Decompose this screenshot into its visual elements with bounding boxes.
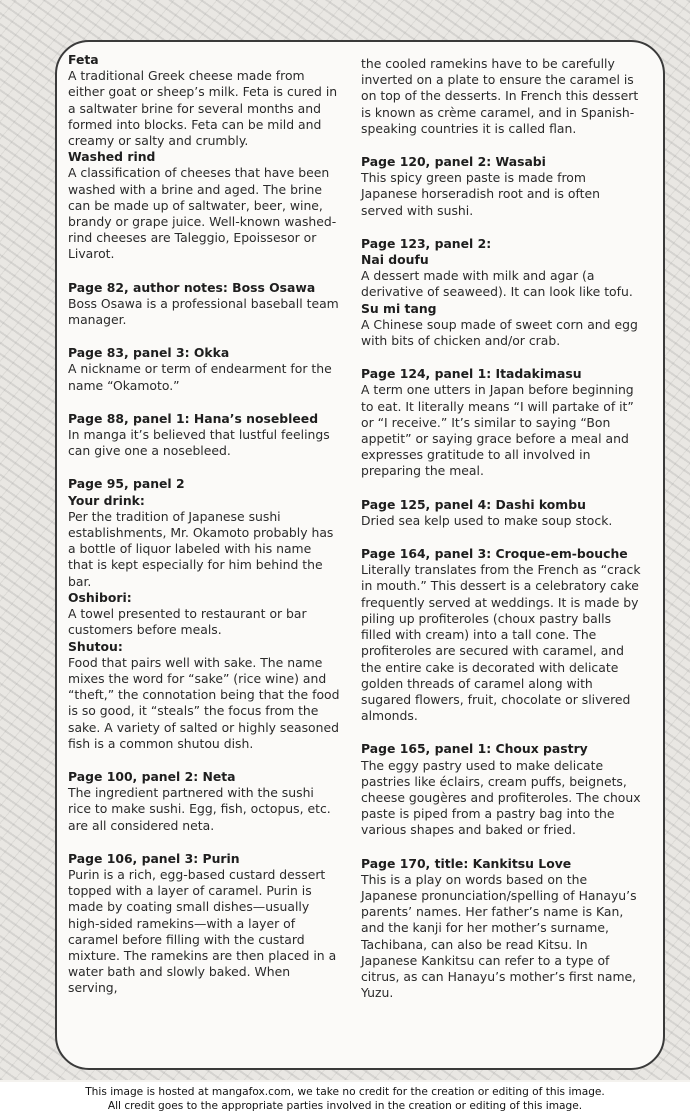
entry-kankitsu-love [361, 856, 641, 1002]
entry-dashi-kombu [361, 497, 641, 529]
entry-okka [68, 345, 340, 394]
entry-feta [68, 52, 340, 263]
entry-croque-em-bouche [361, 546, 641, 724]
entry-heading: Page 106, panel 3: Purin [68, 850, 240, 866]
entry-subheading: Shutou: [68, 638, 123, 654]
hosting-credit-footer [0, 1082, 690, 1116]
entry-page-123 [361, 236, 641, 349]
entry-subbody: Per the tradition of Japanese sushi establishments, Mr. Okamoto probably has a bottle of liquor labeled with his name that is kept especially for him behind the bar. [68, 508, 334, 589]
entry-body: In manga it’s believed that lustful feelings can give one a nosebleed. [68, 427, 330, 459]
entry-heading: Page 125, panel 4: Dashi kombu [361, 496, 586, 512]
entry-heading: Page 120, panel 2: Wasabi [361, 154, 546, 170]
entry-subbody: A towel presented to restaurant or bar customers before meals. [68, 606, 307, 638]
entry-heading: Page 95, panel 2 [68, 476, 185, 492]
entry-choux-pastry [361, 741, 641, 838]
entry-heading: Page 170, title: Kankitsu Love [361, 855, 572, 871]
entry-subheading: Washed rind [68, 149, 156, 165]
entry-purin-continued [361, 56, 641, 137]
entry-subheading: Your drink: [68, 492, 145, 508]
entry-heading: Page 165, panel 1: Choux pastry [361, 741, 588, 757]
entry-heading: Page 88, panel 1: Hana’s nosebleed [68, 410, 319, 426]
entry-heading: Page 83, panel 3: Okka [68, 345, 230, 361]
entry-subbody: A classification of cheeses that have been washed with a brine and aged. The brine can be made up of saltwater, beer, wine, brandy or grape juice. Well-known washed-rind cheeses are Taleggio, Epoissesor or Livarot. [68, 165, 337, 262]
entry-nosebleed [68, 411, 340, 460]
entry-neta [68, 769, 340, 834]
entry-body: This spicy green paste is made from Japanese horseradish root and is often served with sushi. [361, 170, 600, 218]
right-column [361, 56, 641, 1018]
entry-subbody: A Chinese soup made of sweet corn and egg with bits of chicken and/or crab. [361, 316, 638, 349]
entry-subbody: A dessert made with milk and agar (a derivative of seaweed). It can look like tofu. [361, 268, 633, 300]
entry-heading: Page 164, panel 3: Croque-em-bouche [361, 546, 628, 562]
entry-subheading: Nai doufu [361, 252, 429, 268]
entry-subheading: Oshibori: [68, 589, 132, 605]
left-column [68, 52, 340, 1014]
entry-body: A term one utters in Japan before beginning to eat. It literally means “I will partake of it” or “I receive.” It’s similar to saying “Bon appetit” or saying grace before a meal and expresses gratitude to all involved in preparing the meal. [361, 382, 634, 479]
entry-heading: Page 100, panel 2: Neta [68, 768, 236, 784]
entry-subheading: Su mi tang [361, 300, 437, 316]
footer-line: All credit goes to the appropriate parties involved in the creation or editing of this image. [107, 1100, 583, 1112]
entry-body: The eggy pastry used to make delicate pastries like éclairs, cream puffs, beignets, cheese gougères and profiteroles. The choux paste is piped from a pastry bag into the various shapes and baked or fried. [361, 757, 641, 838]
entry-body: Boss Osawa is a professional baseball team manager. [68, 295, 339, 328]
entry-body: The ingredient partnered with the sushi rice to make sushi. Egg, fish, octopus, etc. are all considered neta. [68, 785, 331, 833]
entry-body: the cooled ramekins have to be carefully inverted on a plate to ensure the caramel is on top of the desserts. In French this dessert is known as crème caramel, and in Spanish-speaking countries it is called flan. [361, 56, 639, 136]
entry-heading: Page 82, author notes: Boss Osawa [68, 279, 316, 295]
entry-body: Purin is a rich, egg-based custard dessert topped with a layer of caramel. Purin is made by coating small dishes—usually high-sided ramekins—with a layer of caramel before filling with the custard mixture. The ramekins are then placed in a water bath and slowly baked. When serving, [68, 866, 337, 996]
entry-body: A nickname or term of endearment for the name “Okamoto.” [68, 361, 332, 393]
entry-page-95 [68, 476, 340, 751]
entry-heading: Page 123, panel 2: [361, 235, 492, 251]
entry-boss-osawa [68, 280, 340, 329]
entry-body: Literally translates from the French as “crack in mouth.” This dessert is a celebratory cake frequently served at weddings. It is made by piling up profiteroles (choux pastry balls filled with cream) into a tall cone. The profiteroles are secured with caramel, and the entire cake is decorated with delicate golden threads of caramel along with sugared flowers, fruit, chocolate or slivered almonds. [361, 562, 641, 724]
footer-line: This image is hosted at mangafox.com, we take no credit for the creation or editing of this image. [85, 1086, 605, 1098]
entry-body: A traditional Greek cheese made from either goat or sheep’s milk. Feta is cured in a saltwater brine for several months and formed into blocks. Feta can be mild and creamy or salty and crumbly. [68, 68, 338, 149]
entry-body: This is a play on words based on the Japanese pronunciation/spelling of Hanayu’s parents’ names. Her father’s name is Kan, and the kanji for her mother’s surname, Tachibana, can also be read Kitsu. In Japanese Kankitsu can refer to a type of citrus, as can Hanayu’s mother’s first name, Yuzu. [361, 871, 637, 1001]
entry-subbody: Food that pairs well with sake. The name mixes the word for “sake” (rice wine) and “theft,” the connotation being that the food is so good, it “steals” the focus from the sake. A variety of salted or highly seasoned fish is a common shutou dish. [68, 654, 340, 751]
entry-heading: Feta [68, 52, 99, 67]
entry-body: Dried sea kelp used to make soup stock. [361, 512, 613, 528]
entry-wasabi [361, 154, 641, 219]
entry-heading: Page 124, panel 1: Itadakimasu [361, 366, 582, 382]
entry-purin [68, 851, 340, 997]
entry-itadakimasu [361, 366, 641, 479]
